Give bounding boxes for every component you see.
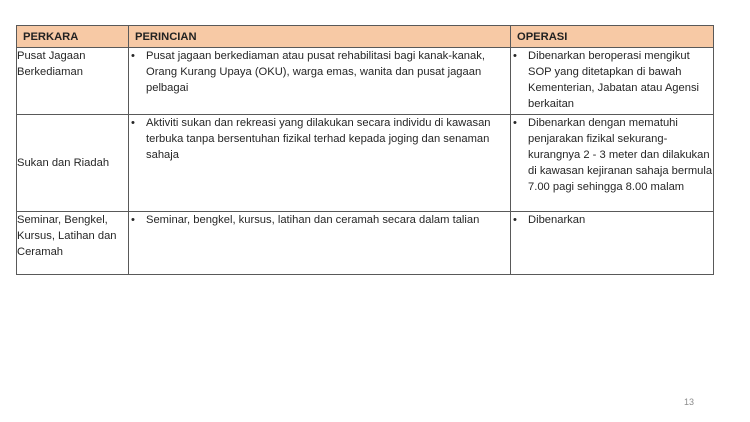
- operasi-cell: [511, 48, 714, 115]
- perkara-cell: Sukan dan Riadah: [17, 115, 129, 212]
- perincian-text: Aktiviti sukan dan rekreasi yang dilakukan secara individu di kawasan terbuka tanpa bersentuhan fizikal terhad kepada joging dan senaman sahaja: [146, 117, 491, 161]
- table-row: [17, 212, 714, 275]
- page-number: 13: [684, 397, 695, 407]
- table-row: [17, 48, 714, 115]
- operasi-cell: [511, 212, 714, 275]
- header-perkara: PERKARA: [17, 26, 129, 48]
- perkara-cell: Pusat Jagaan Berkediaman: [17, 48, 129, 115]
- operasi-text: Dibenarkan: [528, 214, 586, 226]
- operasi-cell: [511, 115, 714, 212]
- bullet-icon: •: [131, 50, 135, 62]
- bullet-icon: •: [131, 117, 135, 129]
- perincian-text: Pusat jagaan berkediaman atau pusat rehabilitasi bagi kanak-kanak, Orang Kurang Upaya (OKU), warga emas, wanita dan pusat jagaan pelbagai: [146, 50, 485, 94]
- bullet-icon: •: [131, 214, 135, 226]
- operasi-text: Dibenarkan beroperasi mengikut SOP yang ditetapkan di bawah Kementerian, Jabatan atau Agensi berkaitan: [528, 50, 700, 110]
- perincian-text: Seminar, bengkel, kursus, latihan dan ceramah secara dalam talian: [146, 214, 480, 226]
- header-operasi: OPERASI: [511, 26, 714, 48]
- perincian-cell: [129, 48, 511, 115]
- table-row: [17, 115, 714, 212]
- operasi-text: Dibenarkan dengan mematuhi penjarakan fizikal sekurang-kurangnya 2 - 3 meter dan dilakukan di kawasan kejiranan sahaja bermula 7.00 pagi sehingga 8.00 malam: [528, 117, 713, 193]
- bullet-icon: •: [513, 117, 517, 129]
- bullet-icon: •: [513, 214, 517, 226]
- header-perincian: PERINCIAN: [129, 26, 511, 48]
- perincian-cell: [129, 212, 511, 275]
- bullet-icon: •: [513, 50, 517, 62]
- table-header-row: [17, 26, 714, 48]
- perkara-cell: Seminar, Bengkel, Kursus, Latihan dan Ceramah: [17, 212, 129, 275]
- rules-table: [16, 25, 714, 275]
- perincian-cell: [129, 115, 511, 212]
